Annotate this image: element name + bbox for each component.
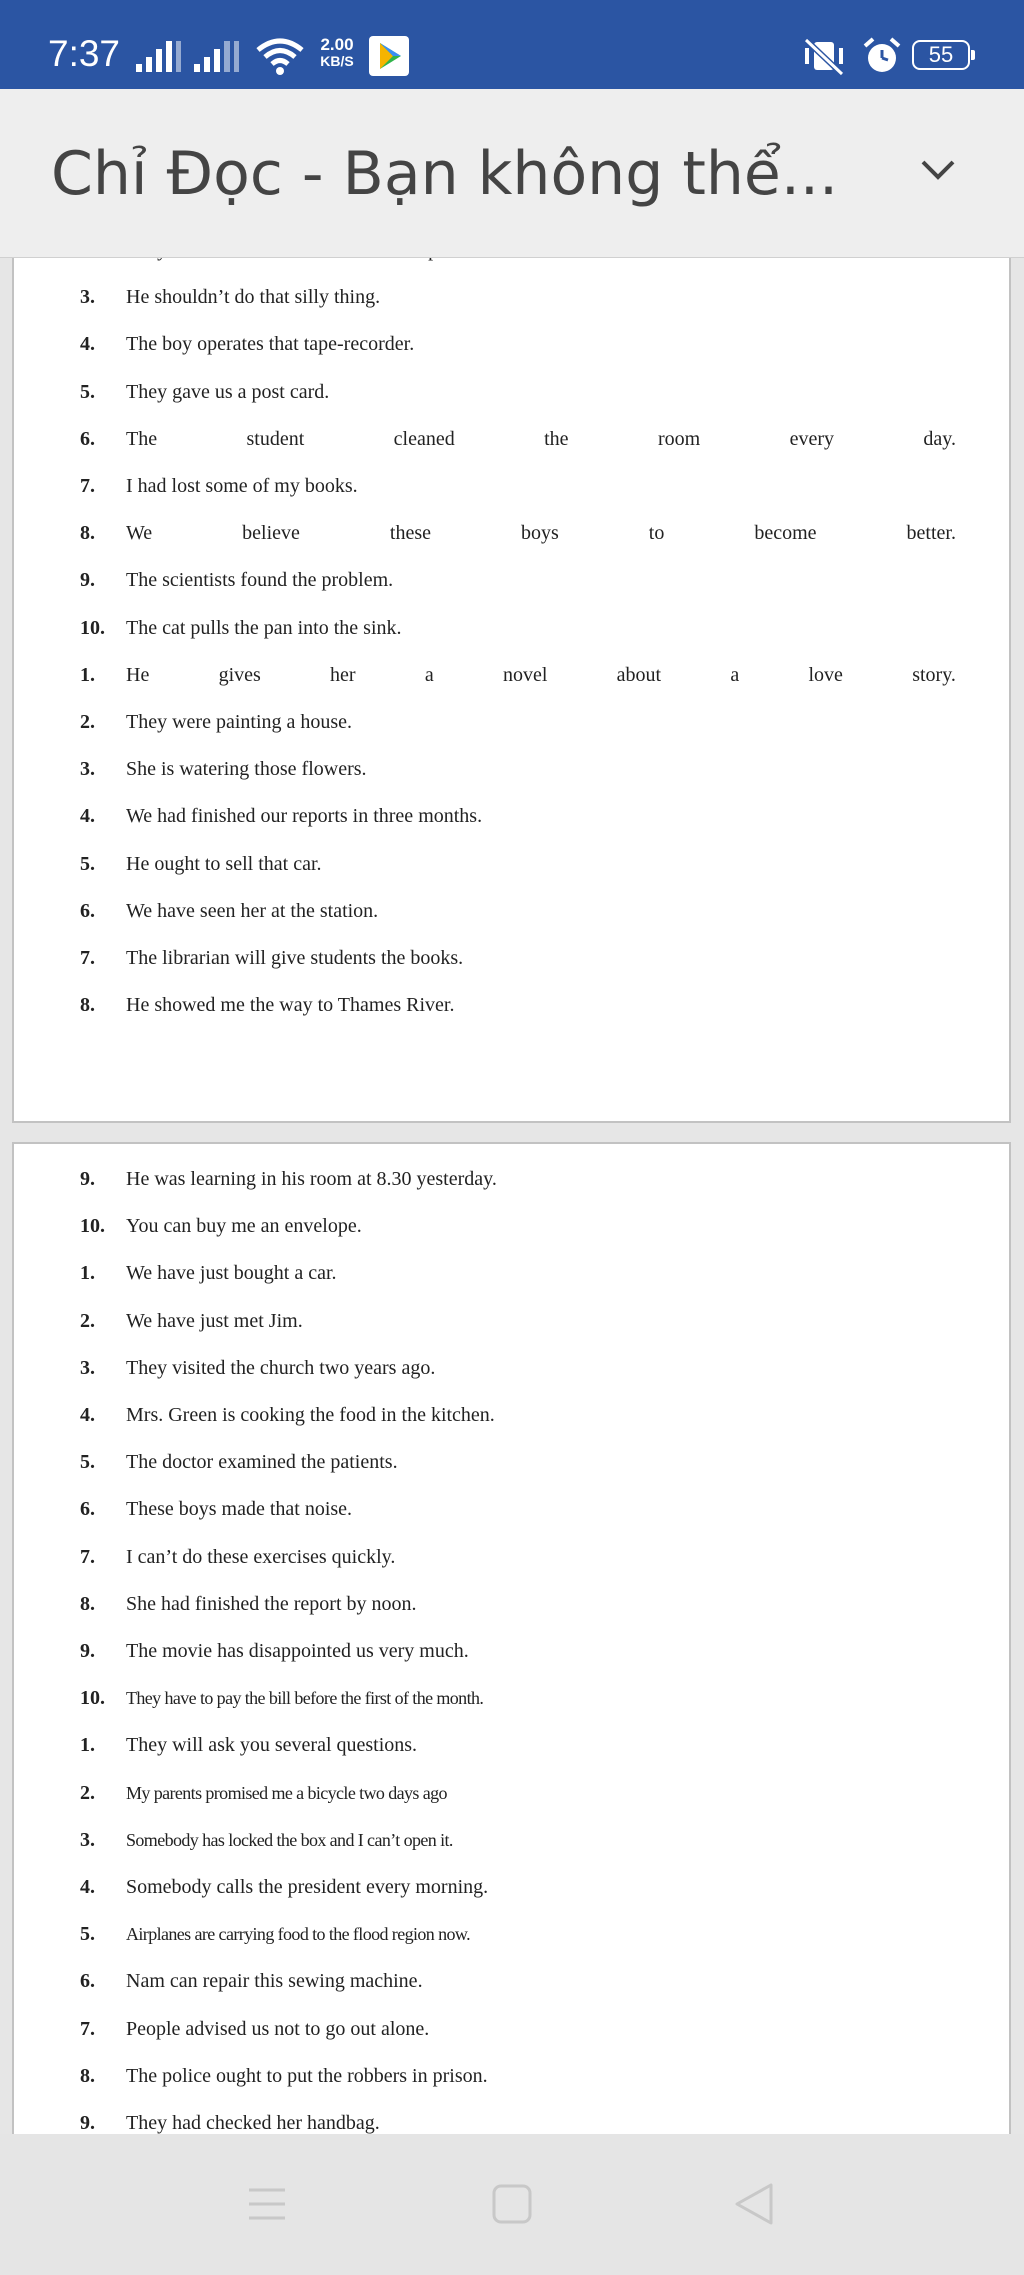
item-word: her [330, 663, 356, 686]
item-number: 5. [80, 380, 95, 403]
item-number: 6. [80, 1970, 95, 1993]
list-item [80, 613, 960, 643]
item-text: The scientists found the problem. [126, 569, 394, 592]
list-item [80, 518, 960, 548]
list-item [80, 1778, 960, 1808]
item-word: to [648, 522, 665, 545]
item-number: 2. [80, 1781, 95, 1804]
list-item [80, 707, 960, 737]
list-item [80, 1211, 960, 1241]
item-number: 8. [80, 994, 95, 1017]
item-number: 5. [80, 852, 95, 875]
list-item [80, 565, 960, 595]
list-item [80, 1825, 960, 1855]
item-number: 8. [80, 1592, 95, 1615]
list-item [80, 377, 960, 407]
item-number: 3. [80, 758, 95, 781]
item-text: We have seen her at the station. [126, 899, 379, 922]
item-number: 4. [80, 805, 95, 828]
item-text: You can buy me an envelope. [126, 1215, 362, 1238]
document-viewer[interactable] [0, 258, 1024, 2134]
item-text: They visited the church two years ago. [126, 1356, 436, 1379]
item-word: become [754, 522, 817, 545]
item-number: 5. [80, 1923, 95, 1946]
item-number: 6. [80, 899, 95, 922]
list-item [80, 1353, 960, 1383]
item-number: 4. [80, 1404, 95, 1426]
list-item [80, 1683, 960, 1713]
navigation-bar [0, 2134, 1024, 2275]
item-word: love [808, 663, 843, 686]
item-number: 7. [80, 475, 95, 497]
item-text: They have to pay the bill before the first of the month. [126, 1688, 484, 1709]
list-item [80, 896, 960, 926]
item-word: gives [218, 663, 261, 686]
list-item [80, 1589, 960, 1619]
list-item [80, 1258, 960, 1288]
item-text: They gave us a post card. [126, 380, 330, 403]
item-text: I had lost some of my books. [126, 475, 358, 497]
item-text: We had finished our reports in three months. [126, 805, 483, 828]
item-text: She had finished the report by noon. [126, 1592, 417, 1615]
list-item [80, 424, 960, 454]
item-number: 9. [80, 1640, 95, 1662]
item-number: 2. [80, 1309, 95, 1332]
list-item [80, 1730, 960, 1760]
signal-icon [192, 38, 242, 74]
item-number: 4. [80, 333, 95, 356]
item-word: every [789, 427, 834, 450]
play-store-icon [369, 36, 409, 72]
back-icon[interactable] [733, 2182, 775, 2226]
list-item [80, 1966, 960, 1996]
list-item [80, 1872, 960, 1902]
item-word: day. [923, 427, 956, 450]
item-text: My parents promised me a bicycle two days ago [126, 1782, 447, 1803]
document-title: Chỉ Đọc - Bạn không thể... [51, 139, 839, 209]
list-item [80, 660, 960, 690]
item-number: 1. [80, 1262, 95, 1285]
home-icon[interactable] [491, 2182, 533, 2226]
item-text: The police ought to put the robbers in prison. [126, 2064, 488, 2087]
item-number: 9. [80, 1168, 95, 1190]
item-text: These boys made that noise. [126, 1498, 353, 1521]
list-item [80, 849, 960, 879]
list-item [80, 990, 960, 1020]
item-word: He [126, 663, 150, 686]
item-word: about [616, 663, 662, 686]
item-text: We have just met Jim. [126, 1309, 303, 1332]
document-page [12, 198, 1011, 1123]
item-number: 3. [80, 1828, 95, 1851]
wifi-icon [254, 36, 306, 72]
item-text: The doctor examined the patients. [126, 1451, 398, 1474]
item-text [126, 518, 956, 548]
item-text: Somebody calls the president every morning. [126, 1876, 489, 1898]
item-text: Nam can repair this sewing machine. [126, 1970, 423, 1993]
item-word: The [126, 427, 158, 450]
item-word: student [246, 427, 305, 450]
document-page [12, 1142, 1011, 2242]
item-text: I can’t do these exercises quickly. [126, 1545, 396, 1568]
item-number: 1. [80, 663, 95, 686]
alarm-icon [862, 36, 902, 72]
item-number: 4. [80, 1876, 95, 1898]
item-number: 10. [80, 1215, 105, 1238]
item-number: 9. [80, 569, 95, 592]
list-item [80, 1400, 960, 1430]
list-item [80, 1306, 960, 1336]
item-word: a [730, 663, 740, 686]
app-header [0, 89, 1024, 258]
item-number: 7. [80, 1545, 95, 1568]
status-bar [0, 0, 1024, 89]
item-number: 7. [80, 947, 95, 969]
item-text: He shouldn’t do that silly thing. [126, 286, 381, 309]
item-text: Somebody has locked the box and I can’t open it. [126, 1829, 453, 1850]
vibrate-off-icon [800, 36, 848, 72]
item-text: He was learning in his room at 8.30 yesterday. [126, 1168, 497, 1190]
list-item [80, 329, 960, 359]
item-text: The boy operates that tape-recorder. [126, 333, 415, 356]
status-time: 7:37 [48, 33, 121, 74]
item-text: The librarian will give students the books. [126, 947, 464, 969]
item-word: cleaned [393, 427, 455, 450]
item-word: boys [521, 522, 559, 545]
item-text: The cat pulls the pan into the sink. [126, 616, 402, 639]
item-word: novel [502, 663, 548, 686]
list-item [80, 471, 960, 501]
item-number: 9. [80, 2112, 95, 2134]
item-text: They had checked her handbag. [126, 2112, 380, 2134]
list-item [80, 1447, 960, 1477]
item-word: better. [906, 522, 956, 545]
item-number: 2. [80, 711, 95, 733]
list-item [80, 282, 960, 312]
item-number: 6. [80, 427, 95, 450]
item-number: 5. [80, 1451, 95, 1474]
item-word: We [126, 522, 153, 545]
item-number: 3. [80, 1356, 95, 1379]
item-text: People advised us not to go out alone. [126, 2017, 430, 2040]
list-item [80, 1164, 960, 1194]
item-word: believe [242, 522, 300, 545]
list-item [80, 2061, 960, 2091]
item-word: story. [912, 663, 956, 686]
item-word: a [424, 663, 434, 686]
list-item [80, 1636, 960, 1666]
item-text [126, 424, 956, 454]
battery-icon [912, 40, 970, 70]
item-text: Airplanes are carrying food to the flood region now. [126, 1924, 471, 1945]
list-item [80, 1494, 960, 1524]
item-number: 10. [80, 616, 105, 639]
list-item [80, 1919, 960, 1949]
list-item [80, 754, 960, 784]
item-word: these [389, 522, 431, 545]
item-number: 3. [80, 286, 95, 309]
item-text: She is watering those flowers. [126, 758, 367, 781]
recent-apps-icon[interactable] [247, 2182, 287, 2226]
item-text: He ought to sell that car. [126, 852, 322, 875]
item-text [126, 660, 956, 690]
net-speed-unit: KB/S [320, 53, 354, 69]
item-number: 8. [80, 522, 95, 545]
item-word: the [544, 427, 569, 450]
item-word: room [657, 427, 701, 450]
list-item [80, 801, 960, 831]
list-item [80, 2014, 960, 2044]
item-text: Mrs. Green is cooking the food in the kitchen. [126, 1404, 495, 1426]
chevron-down-icon[interactable] [918, 154, 958, 184]
item-text: They will ask you several questions. [126, 1734, 418, 1757]
net-speed [312, 36, 362, 70]
item-text: The movie has disappointed us very much. [126, 1640, 469, 1662]
signal-icon [134, 38, 184, 74]
item-text: He showed me the way to Thames River. [126, 994, 455, 1017]
item-number: 7. [80, 2017, 95, 2040]
item-text: They were painting a house. [126, 711, 353, 733]
item-number: 8. [80, 2064, 95, 2087]
item-number: 10. [80, 1687, 105, 1710]
item-number: 1. [80, 1734, 95, 1757]
list-item [80, 1542, 960, 1572]
net-speed-value: 2.00 [320, 35, 354, 54]
list-item [80, 943, 960, 973]
item-number: 6. [80, 1498, 95, 1521]
item-text: We have just bought a car. [126, 1262, 337, 1285]
battery-level: 55 [928, 42, 954, 67]
